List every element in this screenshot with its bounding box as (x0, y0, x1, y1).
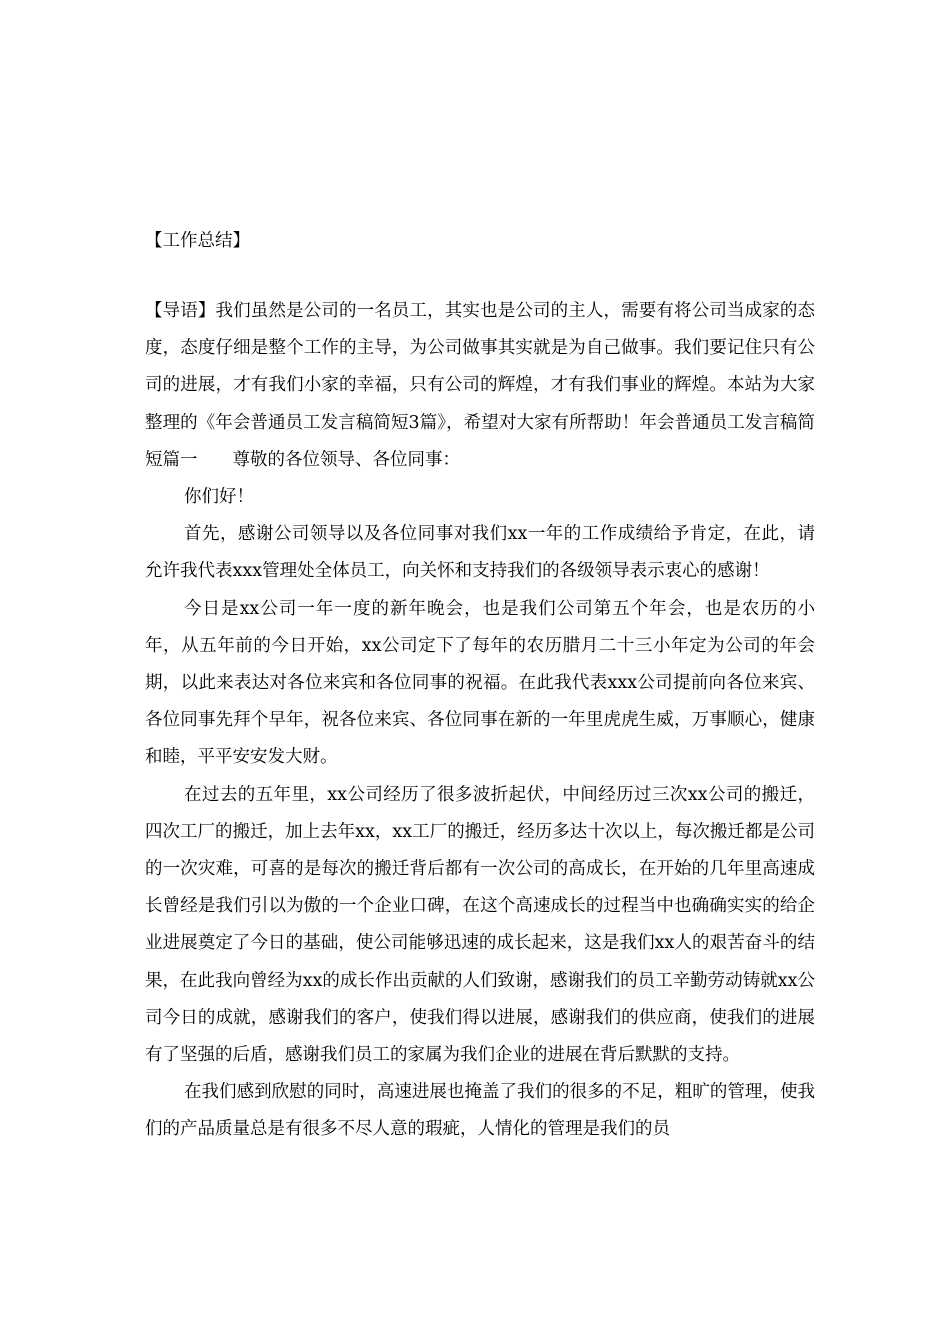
paragraph-annual-party: 今日是xx公司一年一度的新年晚会，也是我们公司第五个年会，也是农历的小年，从五年前的今日开始，xx公司定下了每年的农历腊月二十三小年定为公司的年会期，以此来表达对各位来宾和各位同事的祝福。在此我代表xxx公司提前向各位来宾、各位同事先拜个早年，祝各位来宾、各位同事在新的一年里虎虎生威，万事顺心，健康和睦，平平安安发大财。 (145, 598, 815, 768)
paragraph-greeting: 你们好！ (184, 487, 254, 508)
paragraph-shortcomings: 在我们感到欣慰的同时，高速进展也掩盖了我们的很多的不足，粗旷的管理，使我们的产品质量总是有很多不尽人意的瑕疵，人情化的管理是我们的员 (145, 1082, 815, 1140)
paragraph-thanks: 首先，感谢公司领导以及各位同事对我们xx一年的工作成绩给予肯定，在此，请允许我代表xxx管理处全体员工，向关怀和支持我们的各级领导表示衷心的感谢！ (145, 524, 815, 582)
paragraph-intro: 【导语】我们虽然是公司的一名员工，其实也是公司的主人，需要有将公司当成家的态度，态度仔细是整个工作的主导，为公司做事其实就是为自己做事。我们要记住只有公司的进展，才有我们小家的幸福，只有公司的辉煌，才有我们事业的辉煌。本站为大家整理的《年会普通员工发言稿简短3篇》，希望对大家有所帮助！年会普通员工发言稿简短篇一 尊敬的各位领导、各位同事： (145, 301, 815, 470)
document-heading: 【工作总结】 (145, 231, 250, 251)
paragraph-list (145, 293, 815, 1149)
document-body (145, 227, 815, 1149)
paragraph-past-five-years: 在过去的五年里，xx公司经历了很多波折起伏，中间经历过三次xx公司的搬迁，四次工厂的搬迁，加上去年xx，xx工厂的搬迁，经历多达十次以上，每次搬迁都是公司的一次灾难，可喜的是每次的搬迁背后都有一次公司的高成长，在开始的几年里高速成长曾经是我们引以为傲的一个企业口碑，在这个高速成长的过程当中也确确实实的给企业进展奠定了今日的基础，使公司能够迅速的成长起来，这是我们xx人的艰苦奋斗的结果，在此我向曾经为xx的成长作出贡献的人们致谢，感谢我们的员工辛勤劳动铸就xx公司今日的成就，感谢我们的客户，使我们得以进展，感谢我们的供应商，使我们的进展有了坚强的后盾，感谢我们员工的家属为我们企业的进展在背后默默的支持。 (145, 784, 815, 1066)
